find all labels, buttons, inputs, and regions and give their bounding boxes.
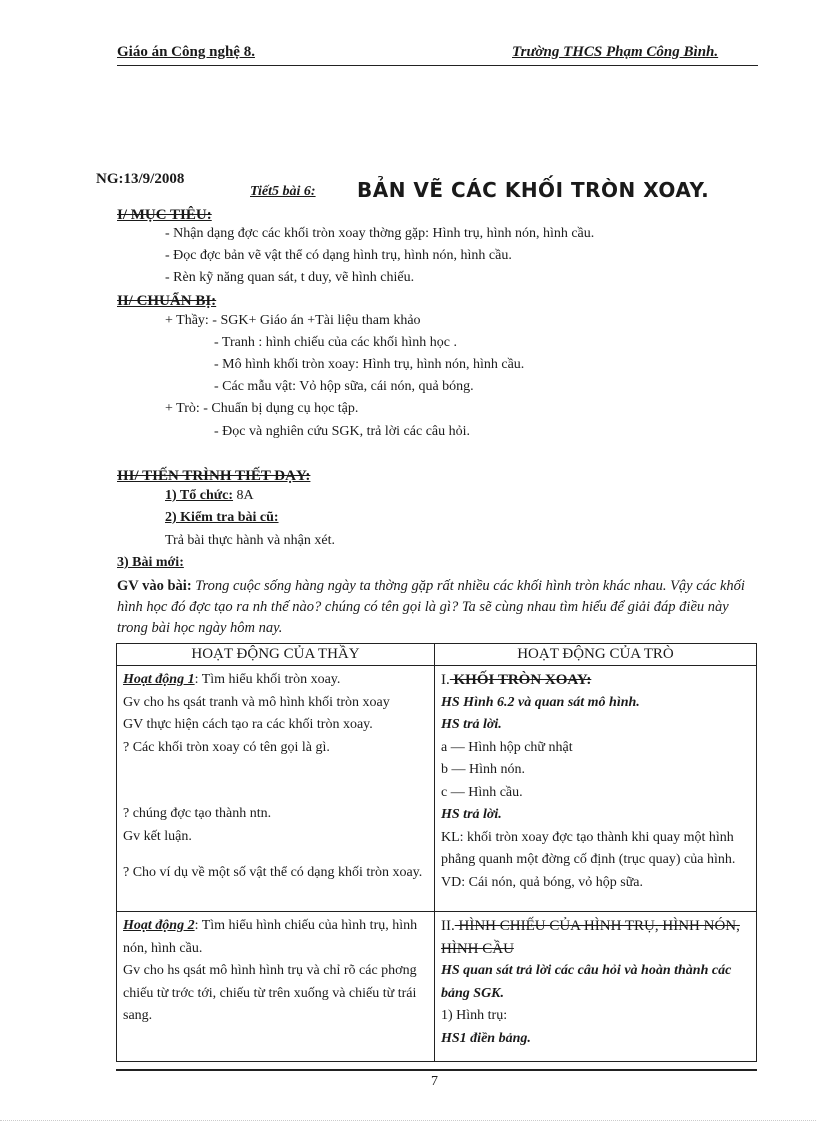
- student-example: VD: Cái nón, quả bóng, vỏ hộp sữa.: [441, 874, 644, 890]
- objective-item: - Rèn kỹ năng quan sát, t duy, vẽ hình chiếu.: [165, 270, 415, 285]
- section-2-number: II.: [441, 918, 455, 934]
- lesson-date: NG:13/9/2008: [96, 171, 185, 187]
- spacer: [123, 759, 428, 803]
- activity-table: [116, 643, 757, 1062]
- preparation-student-item: - Đọc và nghiên cứu SGK, trả lời các câu hỏi.: [214, 424, 471, 439]
- process-step-2: [165, 510, 279, 526]
- section-2-title: HÌNH CHIẾU CỦA HÌNH TRỤ, HÌNH NÓN, HÌNH CẦU: [441, 918, 740, 957]
- step-1-label: 1) Tổ chức:: [165, 488, 234, 503]
- col-teacher-header: HOẠT ĐỘNG CỦA THẦY: [117, 644, 435, 666]
- preparation-student-lead: + Trò: - Chuẩn bị dụng cụ học tập.: [165, 401, 359, 416]
- activity-2-label-tail: : Tìm hiểu hình chiếu của hình trụ, hình nón, hình cầu.: [123, 918, 418, 956]
- teacher-line: ? Cho ví dụ về một số vật thể có dạng khối tròn xoay.: [123, 865, 423, 880]
- process-step-3: [117, 555, 184, 571]
- teacher-line: Gv cho hs qsát tranh và mô hình khối tròn xoay: [123, 694, 390, 710]
- student-section-2-heading: [441, 915, 750, 960]
- activity-1-title: [123, 669, 428, 692]
- preparation-teacher-item: - Mô hình khối tròn xoay: Hình trụ, hình nón, hình cầu.: [214, 357, 525, 372]
- student-hs-line: HS Hình 6.2 và quan sát mô hình.: [441, 694, 640, 710]
- teacher-line: ? Các khối tròn xoay có tên gọi là gì.: [123, 739, 330, 755]
- activity-2-label: Hoạt động 2: [123, 918, 195, 933]
- student-conclusion: KL: khối tròn xoay đợc tạo thành khi quay một hình phẳng quanh một đờng cố định (trục quay) của hình.: [441, 829, 736, 867]
- header-divider: [117, 65, 758, 66]
- student-list-item: b — Hình nón.: [441, 762, 525, 777]
- preparation-teacher-lead: + Thầy: - SGK+ Giáo án +Tài liệu tham khảo: [165, 313, 421, 328]
- preparation-teacher-item: - Tranh : hình chiếu của các khối hình học .: [214, 335, 458, 350]
- student-hs-line: HS1 điền bảng.: [441, 1030, 531, 1046]
- row2-student-cell: [435, 912, 757, 1062]
- student-hs-line: HS trả lời.: [441, 717, 502, 732]
- page-number: 7: [431, 1074, 438, 1089]
- row2-teacher-cell: [117, 912, 435, 1062]
- intro-paragraph: [117, 576, 757, 639]
- process-heading-text: III/ TIẾN TRÌNH TIẾT DẠY:: [117, 468, 311, 484]
- preparation-heading-text: II/ CHUẨN BỊ:: [117, 293, 217, 309]
- student-section-1-heading: [441, 669, 750, 692]
- preparation-heading: [117, 293, 216, 310]
- objective-item: - Nhận dạng đợc các khối tròn xoay thờng gặp: Hình trụ, hình nón, hình cầu.: [165, 226, 595, 241]
- teacher-line: Gv kết luận.: [123, 828, 192, 844]
- teacher-line: ? chúng đợc tạo thành ntn.: [123, 806, 272, 821]
- row1-student-cell: [435, 666, 757, 912]
- table-header-row: [117, 644, 757, 666]
- step-1-value: 8A: [233, 488, 254, 503]
- activity-1-label-tail: : Tìm hiểu khối tròn xoay.: [194, 672, 341, 687]
- activity-2-title: [123, 915, 428, 960]
- objective-item: - Đọc đợc bản vẽ vật thể có dạng hình trụ, hình nón, hình cầu.: [165, 248, 512, 263]
- step-2-label: 2) Kiểm tra bài cũ:: [165, 510, 279, 525]
- student-list-item: a — Hình hộp chữ nhật: [441, 739, 573, 755]
- table-row: [117, 666, 757, 912]
- teacher-line: GV thực hiện cách tạo ra các khối tròn xoay.: [123, 717, 373, 732]
- section-1-number: I.: [441, 672, 450, 688]
- objectives-heading: [117, 207, 212, 224]
- teacher-line: Gv cho hs qsát mô hình hình trụ và chỉ rõ các phơng chiếu từ trớc tới, chiếu từ trên xuống và chiếu từ trái sang.: [123, 963, 417, 1023]
- student-list-item: c — Hình cầu.: [441, 784, 523, 800]
- intro-text: Trong cuộc sống hàng ngày ta thờng gặp rất nhiều các khối hình tròn khác nhau. Vậy các khối hình học đó đợc tạo ra nh thế nào? chúng có tên gọi là gì? Ta sẽ cùng nhau tìm hiểu để giải đáp điều này trong bài học ngày hôm nay.: [117, 578, 745, 636]
- step-3-label: 3) Bài mới:: [117, 555, 184, 570]
- row1-teacher-cell: [117, 666, 435, 912]
- spacer: [123, 848, 428, 862]
- intro-lead: GV vào bài:: [117, 578, 192, 594]
- process-heading: [117, 468, 310, 485]
- step-2-text: Trả bài thực hành và nhận xét.: [165, 533, 335, 548]
- col-student-header: HOẠT ĐỘNG CỦA TRÒ: [435, 644, 757, 666]
- table-row: [117, 912, 757, 1062]
- student-subsection: 1) Hình trụ:: [441, 1008, 508, 1023]
- process-step-1: [165, 488, 254, 504]
- objectives-heading-text: I/ MỤC TIÊU:: [117, 207, 212, 223]
- preparation-teacher-item: - Các mẫu vật: Vỏ hộp sữa, cái nón, quả bóng.: [214, 379, 474, 394]
- student-hs-line: HS trả lời.: [441, 807, 502, 822]
- lesson-number: Tiết5 bài 6:: [250, 184, 316, 199]
- lesson-title: BẢN VẼ CÁC KHỐI TRÒN XOAY.: [357, 178, 710, 202]
- header-right: Trường THCS Phạm Công Bình.: [512, 44, 719, 60]
- footer-divider: [116, 1069, 757, 1071]
- page-bottom-dotted-line: [0, 1120, 816, 1122]
- header-left: Giáo án Công nghệ 8.: [117, 44, 255, 60]
- student-hs-line: HS quan sát trả lời các câu hỏi và hoàn thành các bảng SGK.: [441, 963, 732, 1001]
- section-1-title: KHỐI TRÒN XOAY:: [449, 672, 592, 688]
- activity-1-label: Hoạt động 1: [123, 672, 195, 687]
